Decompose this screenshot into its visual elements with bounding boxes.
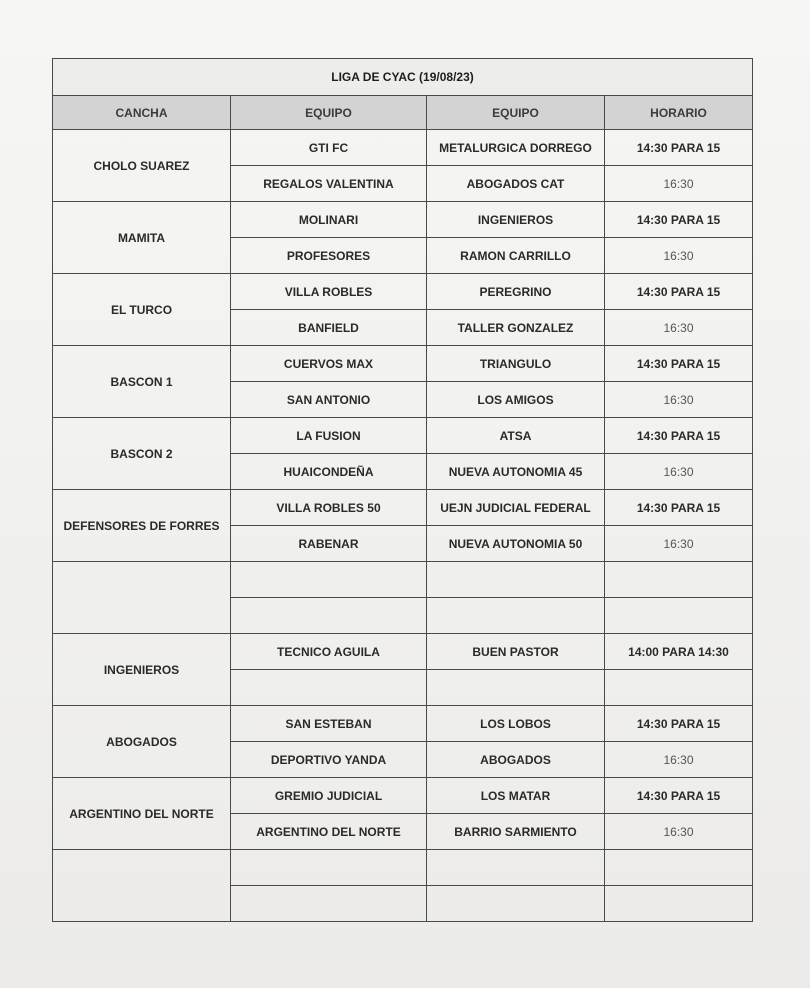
horario-cell: 16:30: [605, 166, 753, 202]
away-team-cell: ABOGADOS: [427, 742, 605, 778]
home-team-cell: ARGENTINO DEL NORTE: [231, 814, 427, 850]
away-team-cell: INGENIEROS: [427, 202, 605, 238]
header-equipo-1: EQUIPO: [231, 96, 427, 130]
away-team-cell: ABOGADOS CAT: [427, 166, 605, 202]
away-team-cell: RAMON CARRILLO: [427, 238, 605, 274]
header-cancha: CANCHA: [53, 96, 231, 130]
away-team-cell: [427, 562, 605, 598]
home-team-cell: [231, 850, 427, 886]
home-team-cell: REGALOS VALENTINA: [231, 166, 427, 202]
away-team-cell: BARRIO SARMIENTO: [427, 814, 605, 850]
away-team-cell: LOS LOBOS: [427, 706, 605, 742]
away-team-cell: LOS MATAR: [427, 778, 605, 814]
table-title: LIGA DE CYAC (19/08/23): [53, 59, 753, 96]
away-team-cell: [427, 850, 605, 886]
away-team-cell: ATSA: [427, 418, 605, 454]
horario-cell: 16:30: [605, 526, 753, 562]
cancha-cell: BASCON 1: [53, 346, 231, 418]
home-team-cell: GREMIO JUDICIAL: [231, 778, 427, 814]
horario-cell: 14:30 PARA 15: [605, 706, 753, 742]
away-team-cell: NUEVA AUTONOMIA 50: [427, 526, 605, 562]
cancha-cell: MAMITA: [53, 202, 231, 274]
cancha-cell: ARGENTINO DEL NORTE: [53, 778, 231, 850]
cancha-cell: [53, 562, 231, 634]
table-row: [53, 706, 753, 742]
table-row: [53, 490, 753, 526]
horario-cell: 16:30: [605, 814, 753, 850]
cancha-cell: DEFENSORES DE FORRES: [53, 490, 231, 562]
table-row: [53, 202, 753, 238]
horario-cell: 16:30: [605, 382, 753, 418]
horario-cell: 14:30 PARA 15: [605, 418, 753, 454]
home-team-cell: PROFESORES: [231, 238, 427, 274]
table-row: [53, 562, 753, 598]
cancha-cell: [53, 850, 231, 922]
fixture-body: [53, 130, 753, 922]
home-team-cell: [231, 886, 427, 922]
horario-cell: 16:30: [605, 310, 753, 346]
table-row: [53, 850, 753, 886]
horario-cell: 14:00 PARA 14:30: [605, 634, 753, 670]
away-team-cell: PEREGRINO: [427, 274, 605, 310]
horario-cell: 16:30: [605, 238, 753, 274]
header-horario: HORARIO: [605, 96, 753, 130]
table-row: [53, 418, 753, 454]
home-team-cell: RABENAR: [231, 526, 427, 562]
horario-cell: 14:30 PARA 15: [605, 202, 753, 238]
horario-cell: 14:30 PARA 15: [605, 346, 753, 382]
home-team-cell: SAN ESTEBAN: [231, 706, 427, 742]
horario-cell: [605, 850, 753, 886]
horario-cell: 14:30 PARA 15: [605, 130, 753, 166]
away-team-cell: [427, 886, 605, 922]
table-row: [53, 346, 753, 382]
home-team-cell: GTI FC: [231, 130, 427, 166]
home-team-cell: DEPORTIVO YANDA: [231, 742, 427, 778]
horario-cell: 14:30 PARA 15: [605, 274, 753, 310]
horario-cell: [605, 670, 753, 706]
horario-cell: 16:30: [605, 742, 753, 778]
horario-cell: [605, 598, 753, 634]
table-row: [53, 274, 753, 310]
away-team-cell: [427, 598, 605, 634]
horario-cell: 14:30 PARA 15: [605, 778, 753, 814]
away-team-cell: METALURGICA DORREGO: [427, 130, 605, 166]
horario-cell: [605, 562, 753, 598]
table-row: [53, 634, 753, 670]
home-team-cell: [231, 598, 427, 634]
horario-cell: [605, 886, 753, 922]
home-team-cell: VILLA ROBLES: [231, 274, 427, 310]
horario-cell: 14:30 PARA 15: [605, 490, 753, 526]
cancha-cell: ABOGADOS: [53, 706, 231, 778]
cancha-cell: INGENIEROS: [53, 634, 231, 706]
home-team-cell: HUAICONDEÑA: [231, 454, 427, 490]
away-team-cell: NUEVA AUTONOMIA 45: [427, 454, 605, 490]
cancha-cell: CHOLO SUAREZ: [53, 130, 231, 202]
home-team-cell: [231, 670, 427, 706]
home-team-cell: BANFIELD: [231, 310, 427, 346]
home-team-cell: TECNICO AGUILA: [231, 634, 427, 670]
cancha-cell: EL TURCO: [53, 274, 231, 346]
home-team-cell: VILLA ROBLES 50: [231, 490, 427, 526]
away-team-cell: [427, 670, 605, 706]
home-team-cell: LA FUSION: [231, 418, 427, 454]
away-team-cell: UEJN JUDICIAL FEDERAL: [427, 490, 605, 526]
home-team-cell: SAN ANTONIO: [231, 382, 427, 418]
away-team-cell: LOS AMIGOS: [427, 382, 605, 418]
horario-cell: 16:30: [605, 454, 753, 490]
table-row: [53, 130, 753, 166]
fixture-table: [52, 58, 753, 922]
cancha-cell: BASCON 2: [53, 418, 231, 490]
away-team-cell: TRIANGULO: [427, 346, 605, 382]
home-team-cell: MOLINARI: [231, 202, 427, 238]
table-row: [53, 778, 753, 814]
home-team-cell: [231, 562, 427, 598]
away-team-cell: TALLER GONZALEZ: [427, 310, 605, 346]
home-team-cell: CUERVOS MAX: [231, 346, 427, 382]
header-equipo-2: EQUIPO: [427, 96, 605, 130]
away-team-cell: BUEN PASTOR: [427, 634, 605, 670]
